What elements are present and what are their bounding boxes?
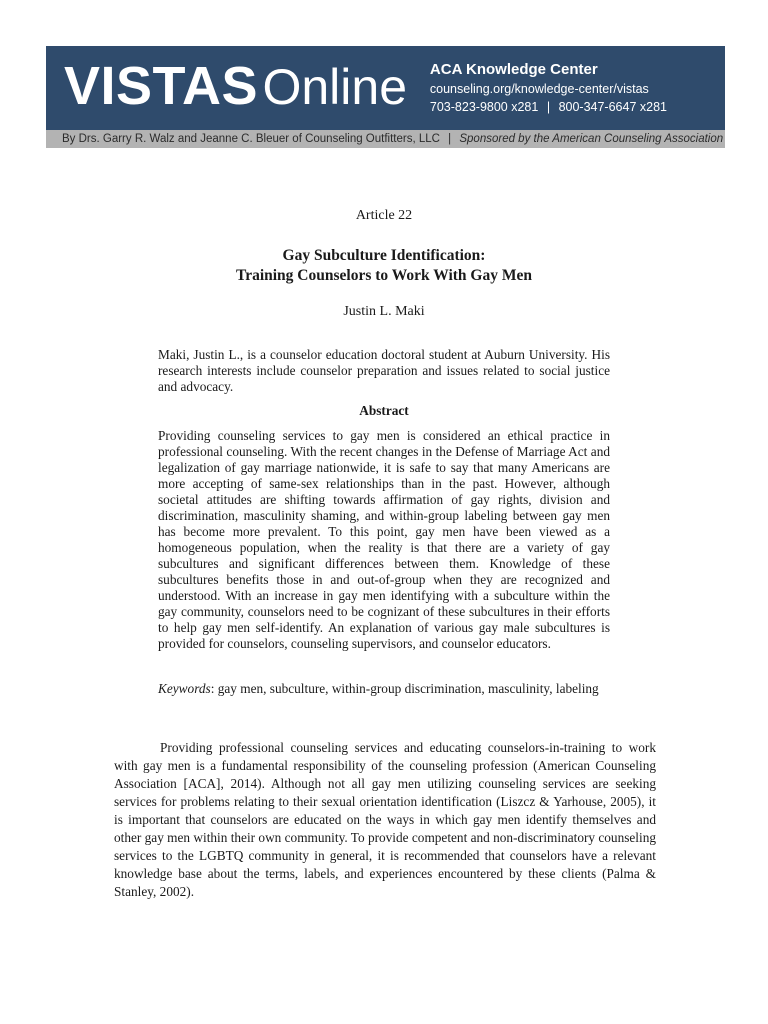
- abstract-heading: Abstract: [359, 403, 409, 418]
- article-number: Article 22: [355, 208, 413, 223]
- logo-light-text: Online: [262, 59, 408, 115]
- author-bio: Maki, Justin L., is a counselor education doctoral student at Auburn University. His research interests include counselor preparation and issues related to social justice and advocacy.: [158, 347, 610, 394]
- phone-secondary: 800-347-6647 x281: [558, 100, 667, 114]
- vistas-banner: [46, 46, 725, 130]
- vistas-logo: [64, 56, 407, 130]
- byline-strip: [46, 130, 725, 148]
- knowledge-center-phones: [430, 98, 667, 116]
- title-line-2: Training Counselors to Work With Gay Men: [236, 267, 532, 284]
- keywords: [158, 681, 610, 697]
- body-paragraph: Providing professional counseling services and educating counselors-in-training to work with gay men is a fundamental responsibility of the counseling profession (American Counseling Association [ACA], 2014). Although not all gay men utilizing counseling services are seeking services for problems relating to their sexual orientation identification (Liszcz & Yarhouse, 2005), it is important that counselors are educated on the ways in which gay men identify themselves and other gay men within their own community. To provide competent and non-discriminatory counseling services to the LGBTQ community in general, it is recommended that counselors have a relevant knowledge base about the terms, labels, and experiences encountered by these clients (Palma & Stanley, 2002).: [114, 740, 656, 899]
- phone-primary: 703-823-9800 x281: [429, 100, 539, 114]
- abstract-text: Providing counseling services to gay men is considered an ethical practice in professional counseling. With the recent changes in the Defense of Marriage Act and legalization of gay marriage nationwide, it is safe to say that many Americans are more accepting of same-sex relationships than in the past. However, although societal attitudes are shifting towards affirmation of gay rights, division and discrimination, masculinity shaming, and within-group labeling between gay men has become more prevalent. To this point, gay men have been viewed as a homogeneous population, when the reality is that there are a variety of gay subcultures and significant differences between them. Knowledge of these subcultures benefits those in and out-of-group when they are recognized and understood. With an increase in gay men identifying with a subculture within the gay community, counselors need to be cognizant of these subcultures in their efforts to help gay men self-identify. An explanation of various gay male subcultures is provided for counselors, counseling supervisors, and counselor educators.: [158, 428, 610, 651]
- logo-bold-text: VISTAS: [64, 56, 259, 116]
- article-title: [0, 246, 768, 286]
- byline-separator: |: [448, 133, 452, 145]
- keywords-label: Keywords: [158, 681, 211, 696]
- phone-separator: |: [546, 100, 551, 114]
- author-name: Justin L. Maki: [343, 304, 425, 319]
- knowledge-center-title: ACA Knowledge Center: [429, 61, 598, 78]
- keywords-list: : gay men, subculture, within-group discrimination, masculinity, labeling: [210, 681, 599, 696]
- sponsor-text: Sponsored by the American Counseling Association: [459, 133, 724, 145]
- knowledge-center-info: [430, 60, 667, 116]
- knowledge-center-url: counseling.org/knowledge-center/vistas: [429, 82, 649, 96]
- title-line-1: Gay Subculture Identification:: [282, 247, 486, 264]
- byline-text: By Drs. Garry R. Walz and Jeanne C. Bleuer of Counseling Outfitters, LLC: [62, 133, 440, 145]
